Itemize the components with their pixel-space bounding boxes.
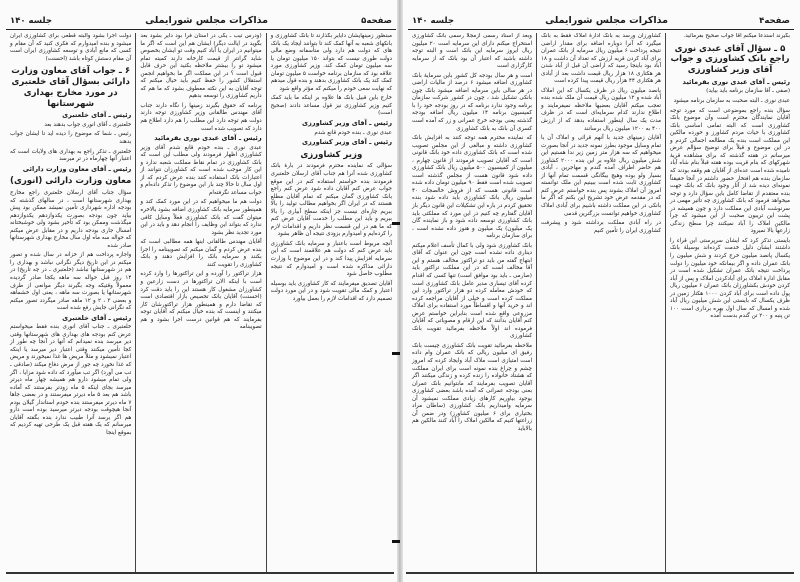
paragraph: عبدی نوری ـ بنده خودم قانع شدم آقای وزیر کشاورزی اظهار فرمودند ولی مطلب این است که بانک کشاورزی در تمام نقاط مملکت شعبه ندارد و این کار موجب شده است که کشاورزان نتوانند از اعتبارات بانک استفاده کنند بنده عرض کردم که از اول سال تا حالا چند بار این موضوع را تذکر داده‌ام و جواب مساعد نگرفته‌ام bbox=[140, 144, 262, 196]
paragraph: خلعتبری ـ آقای انوری جواب بدهند بعد bbox=[44, 121, 132, 128]
paragraph: (ودرس تیب ـ یکی در استان فرا بود دایر بشود بعد بگوید در ایالت دیگر) ایشان هم این است که اگر ما میتوانیم در ایران یا آباد کنیم وقت تو ایشان بخصوص شاید گرانتر از قیمت کارخانه دارند کمیته تمام میشود تو را بیشتر ملاحظه بکنید این حرف قابل قبول است ؟ در این مملکت اگر ما بخواهیم انجمن استقلال کشور را حفظ کنیم باید خیال میکنم که توجه آقایان به این نکته معطوف بشود که ما هم که داریم کشاورزی را توسعه بدهیم bbox=[140, 33, 262, 100]
page-header bbox=[6, 4, 396, 30]
text-column bbox=[536, 33, 665, 573]
paragraph: عبدی نوری ـ بنده خودم قانع شدم bbox=[314, 129, 392, 136]
paragraph: ملاحظه بفرمائید تقویت بانک کشاورزی چیست بانک رفیق ای میلیون ریالی که بانک عمران وام داده است امتیازی است ملاک آباد وایجاد کرده که امروز چشم و چراغ بنده نمونه است برای ایران مملکت که هشتاد خانواده را زنده کرده و زندگی میکنند اگر آقایان تصویب بفرمایند که مابتوانیم بانک عمران بعنی بودجه عمرانی که آمده باشد بعضی کشاورزی بوجود بیاوریم کارهای زیادی مملکت نمیشود آن سرمایه وامیداریم بانک کشاورزی (ساطان مراد بختیاری برای ۶ میلیون کشاورز) ودر ضمن آن زراعتها کنیم که مالکین املاک را آباد کنند مالکین هم بالاباید bbox=[412, 342, 532, 432]
paragraph: آقایان مهندس طالقانی اینها همه مطالبی است که بنده عرض کردم و گمان میکنم که تصویبنامه را اجرا بکنند و سرمایه بانک را افزایش دهند و بانک کشاورزی را تقویت کنند bbox=[140, 239, 262, 268]
speaker-line: رئیس ـ آقای معاون وزارت دارائی bbox=[22, 164, 132, 173]
paragraph: برنامه که حقوق بگیرند زمینها را نگاه دارند جناب آقای مهندس طالقانی وزیر کشاورزی توجه دارند دولت هم توجه دارد این مطلب را هم دارد اطلاع هم دارد که تصویب شده است bbox=[140, 102, 262, 132]
session-number: جلسه ۱۴۰ bbox=[412, 16, 454, 26]
paragraph: خلعتبری ـ جناب آقای انوری بنده فقط میخواستم عرض کنم بودجه های بهداری های شهرستانها وقتی دیر میرسد بنده نمیدانم که آنها در آنجا چه طور از کجا تأمین میکنند وقتی اعتبار دیر میرسد یا اینکه اعتبار نمیشود و مثلاً مریض ها غذا نمیخورند و مریض که غذا نخورد چه جور از مرض دفاع میکند (صادقی ـ تب می آورد) اگر تب میآورد که داده شود مزایا ، اگر ولی تمام میشود دارو هم همیشه چهار ماه دیرتر میرسد بجای اینکه ۵ ماه زودتر بفرستند که آماده باشد هم بعد ۵ ماه دیرتر میفرستند و در بعضی جاها ۷ ماه دیرتر میفرستند بنده خودم استاندار گیلان بودم آنجا هیچوقت بودجه دیرتر میرسید بوده است دارو هم اگر برسد آنرا طبیب ندارد بنده بگفته آقایان میرسانم که یک هفته قبل یک طرحی تهیه کردیم که بموقع اینجا bbox=[10, 324, 132, 436]
text-column bbox=[266, 33, 396, 573]
page-number: صفحه۴ bbox=[759, 16, 790, 26]
paragraph: دولت هم ما میخواهیم که در این مورد کمک کند و همینطور سرمایه بانک کشاورزی اضافه بشود بالاخره میتوان گفت که بانک کشاورزی فعلاً وسایل کافی ندارد که بتواند این وظایف را انجام دهد و باید در این مورد تجدید نظر بشود bbox=[140, 199, 262, 236]
speaker-line: رئیس ـ آقای خلعتبری bbox=[62, 313, 132, 322]
speaker-line: رئیس ـ آقای عبدی نوری بفرمائید bbox=[154, 134, 262, 143]
paragraph: که نماینده محترم همه توجه کنند به افزایش بانک کشاورزی داشته و مبالغی از این مجلس تصویب شده است که بانک کشاورزی داده خود بانک قانونی است که آقایان تصویب فرمودند از قانون چهارم ، میلیون از کمیسیون ۵۰۰ میلیون ریال بانک کشاورزی داده شود قانون هست از مجلس گذشته است تصویب شده است فقط ۹۰ میلیون تومان داده شده است قانونی هست که از فروش خالصجات ۴۰ میلیون ریال بانک کشاورزی باید داده شود بنده تحقیق کردم در باره این تشکیلات این قانون دیگر باز آقایان گفتارم چه کنیم در این مورد که مملکتی باید بانک کشاورزی توسعه داده شود و باز نماینده گان یک میلیون) یک میلیون و هنوز داده نشده است ، برای سازمان برنامه bbox=[412, 135, 532, 240]
paragraph: بانک کشاورزی شود ولی با کمال تأسف اعلام میکنم دیناری داده نشده است چون این عنوان که آقای ابتهاج گفته من باید دو تراکتور مخالف هستم و این آقا مخالف است که در این مملکت تراکتور باید (صارمی ـ باید بود موافق است) تنها کسی که اقدام کرده آقای تیساری مدیر عامل بانک کشاورزی است که خودش معامله کرده دو هزار تراکتور وارد این مملکت کرده است و خیلی از آقایان مراجعه کرده اند و خرید آنها و اقساطاً مورد استفاده برای املاک مزروعی واقع شده است بنابراین خواستم عرض کنم آقایان بدانند که این ارقام و مصوباتی که آقایان فرموده اند اولاً ملاحظه بفرمائید تقویت بانک کشاورزی bbox=[412, 242, 532, 340]
footer-rule bbox=[6, 572, 394, 574]
paragraph: بگیرند استدعا میکنم آقا جواب صحیح بفرمائید. bbox=[683, 33, 790, 39]
paragraph: واجازه پرداخت هم از خزانه در سال شده و تصور میکنم در این تاریخ دیگر نگرانی نباشد و بهداری را هم در شهرستانها نباشد (خلعتبری ـ در چه تاریخ) در ۱۴ روز قبل حواله سه ماهه یکجا صادر گردیده معمولاً وقتیکه وجه بگیرند دیگر موانعی از طرف شهرستانها یا بصورت سه ماهه ، یعنی اول خشماهه و بعضی ۳ ، ۲ و ۱۲ ماهه صادر میگردد تصور میکنم که نگرانی جایش رفع شده است bbox=[10, 252, 132, 312]
section-heading: معاون وزارت دارائی (انوری) bbox=[10, 176, 132, 187]
paragraph: است و هر سال بودجه کل کشور باین سرمایهٔ بانک کشاورزی اضافه میشود ۶ درصد از مالیات اراضی در هر سالی باین سرمایه اضافه میشود بانک چون بانکی تشکیل شد ، چون در کشور شرکت سازمان برنامه وجود ندارد برنامه که در روز بودجه خود را با کمیسیون برنامه ۱۴ میلیون ریال اضافه بودجه گذشته یعنی بودجه خرج عمرانی و زر که آمده است کسری آن بانک به بانک کشاورزی bbox=[412, 72, 533, 132]
section-heading: ۵ ـ سؤال آقای عبدی نوری راجع بانک کشاورزی و جواب آقای وزیر کشاورزی bbox=[670, 43, 790, 76]
paragraph: خارج باین قبیل بانک ها علاوه بر اینکه ما باید کمک کنیم وزیر کشاورزی نیز قول مساعد دادند (صحیح است) bbox=[270, 95, 392, 117]
speaker-line: رئیس ـ آقای عبدی نوری بفرمائید bbox=[682, 77, 790, 86]
session-number: جلسه ۱۴۰ bbox=[10, 16, 52, 26]
paragraph: هزار تراکتور را آورده و این تراکتورها را وارد کرده است با اینکه الان تراکتورها در دست زارعین و کشاورزان مشغول کار هستند این را باید دقت کرد (احسنت) آقایان بانک تخصیص بازار اقتصادی است که تقاضا دارم و همینطور هزار تراکتورشان کار میکنند و اینست که بنده خیال میکنم که آقایان توجه بفرمایند که هم قوانین درست اجرا بشود و هم تصویبنامه bbox=[140, 271, 262, 331]
paragraph: سؤال بنده راجع بموضوعی است که مورد توجه آقایان نمایندگان محترم است وآن موضوع بانک کشاورزی است که البته تمامی اساسی بانک کشاورزی با حیات مردم کشاورز و خورده مالکین این مملکت است بنده یک مطالعه اجمالی کردم و در این موضوع و قبلاً برای توضیح سؤالم عرض میرسانم در هفته گذشته که برای مشاهده قریهٔ شهرکهای که بنام قریت بوده هفته قبلاً بنام شاه آباد نامیده شده است عده‌ای از آقایان هم وقفه بودند که سازمان بنده هم افتخار حضور داشتم در آنجا حقیقتاً نمونه‌ای دیده شد از آثار وجود بانک که بانک جهت بنده معتقدم از تقاضا کامل باین سؤال دارد و توجه میخواهد فرمود که بانک کشاورزی چه تأثیر مهمی در سرنوشت آبادی این مملکت دارد و چون همیشه در پشت این تریبون صحبت از این میشود که چرا مالکین املاک را آباد نمیکنند چرا سطح زندگی زارعها بالا نمیرود bbox=[670, 107, 790, 235]
paragraph: رئیس ـ شما که موضوع را دیده اید تا ایشان جواب بدهند bbox=[10, 131, 132, 146]
paragraph: سؤال جناب آقای ارسلان خلعتبری راجع مخارج بهداری شهرستانها است ، در سالهای گذشته که بودجه اداره شهرداری تأمین نمیشد ممکن بود پیش بیاید چون بودجه بصورت یکدوازدهم یکدوازدهم میگذشت وممکن بود که تأخیر بشود ولی خوشبختانه امسال جاری بودجه داریم و در مقابل عرض میکنم که حواله سه ماه اول سال مخارج بهداری شهرستانها صادر شده bbox=[10, 190, 132, 249]
paragraph: سؤالی که نماینده محترم فرمودند در بارهٔ بانک کشاورزی شده آنرا هم جناب آقای ارسلان خلعتبری فرمودند بنده خواستم استفاده کنم در این موقع جواب عرض کنم آقایان داده شود عرض کنم راجع بانک کشاورزی گمان میکنم که تمام آقایان مطلع هستند که در ایران اگر بخواهیم مطالب تولید را بالا ببریم چاره‌ای نیست جز اینکه سطح آبیاری را بالا ببریم و باید این مطلب را خدمت آقایان عرض کنم که ما هم در این قسمت نظر داریم و اقدامات لازم را کرده‌ایم و امیدوارم بزودی نتیجه آن ظاهر بشود bbox=[270, 163, 392, 238]
paragraph: آقایان تصدیق میفرمایند که کار کشاورزی باید بوسیله اعتبار و کمک مالی تقویت شود و در این مورد دولت تصمیم دارد که اقدامات لازم را بعمل بیاورد bbox=[270, 280, 392, 302]
paragraph: آقایان زمینهای جدید با آنهم قرائی و املاک آن با تمام وسایل موجود بطرز نمونه جدید در آنجا بصورت میخواهیم که سه هزار متر زمین زیر ندا هستیم این شش میلیون ریال علاوه بر این بنده ۲۰۰۰ کشاورز هم حاضر اطراف آمده گندم و مهاجرین ، آبادی بسیار ولو بوده وهیچ بیگانگی قسمت تمام آنها از کشاورزی ثابت شده است ببینیم این ملک توانسته امروز آن املاک بشوند پس بنده خواستم عرض کنم که در مقدمه عرض خود تشریح این بکنم که اگر ما بانکی در این مملکت داشته باشیم برای آبادی املاک کشاورزی خواهیم توانست بزرگترین قدمی bbox=[541, 135, 661, 217]
text-column bbox=[665, 33, 794, 573]
column-group bbox=[6, 33, 396, 573]
paragraph: وبعد از اسناد رسمی ازمجلاً رسمی بانک کشاورزی استخراج میکنم دارای این سرمایه است ۲۰ میلیون ریال ایروز سرمایه این بانک است و البته توجه داشته باشید که اعتبار آن بود بانک که از سرمایه کارگزاری است bbox=[412, 33, 532, 70]
fold-mark bbox=[392, 352, 400, 355]
text-column bbox=[135, 33, 265, 573]
text-column bbox=[6, 33, 135, 573]
fold-mark bbox=[392, 540, 400, 543]
page-number: صفحه۵ bbox=[361, 16, 392, 26]
fold-mark bbox=[392, 222, 400, 225]
section-heading: وزیر کشاورزی bbox=[300, 149, 363, 160]
paragraph: کشاورزان ورسد به بانک ادارهٔ املاک فقط به بانک میگیرد که آنرا دوباره اضافه برای مقدار اراضی نتیجه پرداخت ۶ میلیون ریال سرمایه از بانک عمران برای آباد کردن قریه ارزش که تعداد آن داشت و ۱۸ آباد بود باینجا رسید که اراضی آن قبل از آباد شدن هر هکتاری ۱۸ هزار ریال قیمت داشت بعد از آبادی هر هکتاری ۴۴ هزار ریال قیمت پیدا کرده است bbox=[541, 33, 661, 85]
paragraph: خلعتبری ـ تذکر راجع به بهداری های ولایات است که اعتبار آنها چهارماه در تر میرسد bbox=[10, 148, 132, 163]
section-heading: ۶ ـ جواب آقای معاون وزارت دارائی بسؤال آقای خلعتبری در مورد مخارج بهداری شهرستانها bbox=[11, 66, 131, 109]
paragraph: پانصد میلیون ریال در ظرف یکسال که این املاک آباد شده و ۱۲ میلیون ریال قیمت آن ملک شده بنده تعجب میکنم آقایان بعضیها ملاحظه نمیفرمایند و اطلاع ندارند کدام سرمایه‌ای است که در ظرف مدت یک سال اینطور استفاده بدهد که از ارزش ۴۰۰ به ۱۲۰۰ میلیون ریال برسانند bbox=[541, 87, 661, 132]
speaker-line: رئیس ـ آقای خلعتبری bbox=[62, 111, 132, 120]
speaker-line: رئیس ـ آقای وزیر کشاورزی bbox=[301, 119, 392, 128]
paragraph: مبنظور زمینهایشان دایایر بگذارند تا بانک کشاورزی و بانکهای شعبه به آنها کمک کند تا بتوانند ایجاد یک بانک های که دولت هم دارد ولی متأسفانه وضع مالی دولت طوری نیست که بتواند ۱۵۰ میلیون تومان یا سه میلیون تومان کمک کند. وزیر کشاورزی مورد علاقه بود که سازمان برنامه خواست ۵ میلیون تومان کمک کند یک بانک کشاورزی بدهند و بنده قول میدهم که نهایت سعی خودم را میکنم که مؤثر واقع شود bbox=[270, 33, 392, 92]
footer-rule bbox=[406, 572, 794, 574]
right-page bbox=[400, 0, 800, 582]
running-title: مذاکرات مجلس شورایملی bbox=[145, 15, 269, 26]
paragraph: دولت اجرا بشود والبته قطعی برای کشاورزی ایران میشود و بنده امیدوارم که فکری کنید که آن مقام و کسی که مانع آبادی و توسعه کشاورزی ایران است آن مقام دستش کوتاه باشد (احسنت) bbox=[10, 33, 132, 62]
paragraph: عبدی نوری ـ البته صحبت به سازمان برنامه میشود bbox=[673, 98, 790, 105]
paragraph: در راه آبادی مملکت برداشته شود و پیشرفت کشاورزی ایران را تأمین کنیم bbox=[541, 220, 661, 234]
page-fold bbox=[397, 0, 403, 582]
paragraph: بایستی تذکر کرد که ایشان سرپرستی این قراء را داشتند ایشان دلیل خدمت کرده‌اند بوسیلهٔ بانک یکسال پانصد میلیون خرج کردند و شش میلیون را بانک عمران داده و اگر بیمانکه خود میلیون را دولت پرداخت نتیجه بانک عمران تشکیل شده است در مقابل ادارهٔ املاک برای آبادکردن املاک و پس از آباد کردن خودش بکشاورزان بانک عمران ۶ میلیون ریال پول داده است برای آباد کردن ۱۰۰۰ هکتار زمین در ظرف یکسال که بایستی این شش میلیون ریال آباد شده و امسال که سال اول بهره برداری است ۱۰۰ تن پنبه و ۲۰۰ تن گندم بدست آمده bbox=[670, 237, 790, 320]
text-column bbox=[408, 33, 536, 573]
column-group bbox=[408, 33, 794, 573]
paragraph: (صفی ـ آقا سازمان برنامه باید بیاید) bbox=[706, 88, 790, 95]
speaker-line: رئیس ـ آقای وزیر کشاورزی bbox=[301, 138, 392, 147]
page-header bbox=[408, 4, 794, 30]
running-title: مذاکرات مجلس شورایملی bbox=[545, 15, 669, 26]
paragraph: آنچه مربوط است باعتبار و سرمایه بانک کشاورزی باید عرض کنم که دولت هم علاقمند است که این سرمایه افزایش پیدا کند و در این موضوع با وزارت دارائی مذاکره شده است و امیدوارم که نتیجه مطلوب حاصل شود bbox=[270, 240, 392, 278]
